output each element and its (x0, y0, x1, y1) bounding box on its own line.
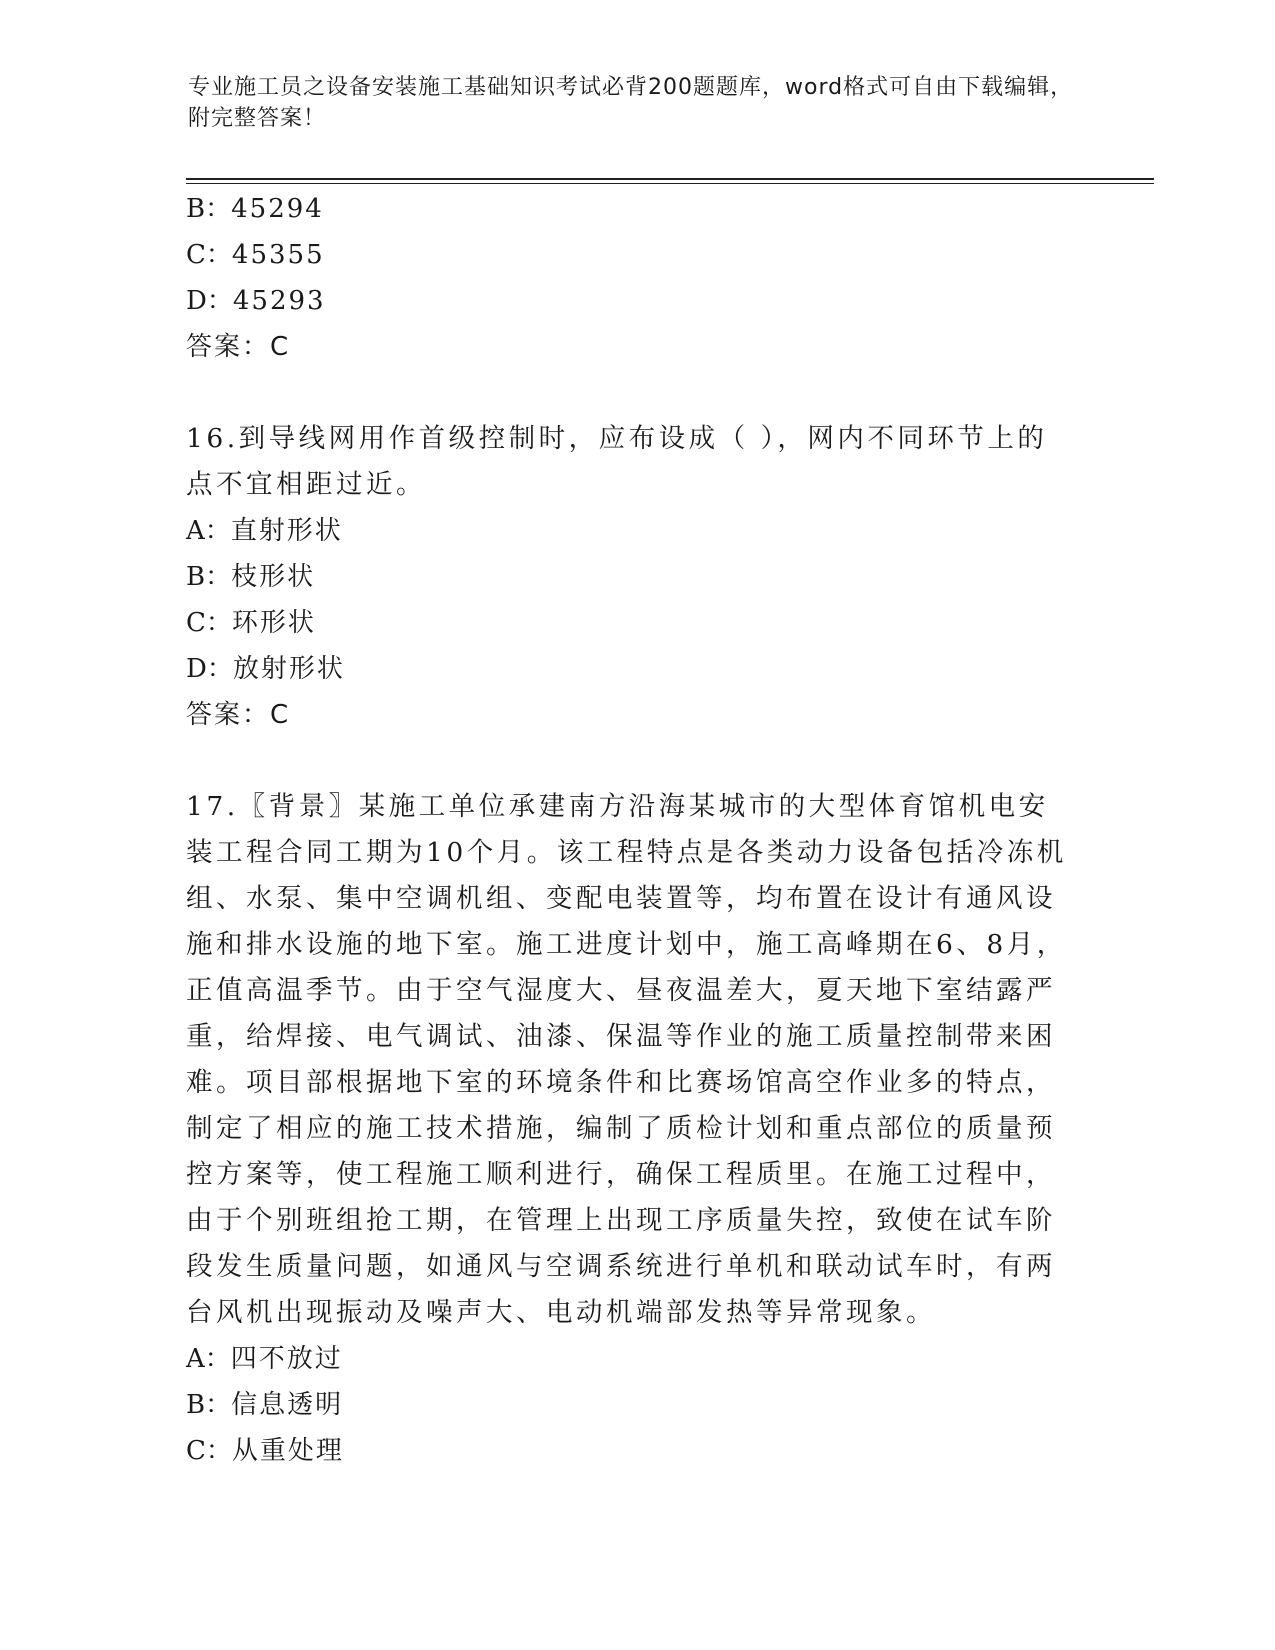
option-b (186, 1382, 1086, 1428)
option-text: 45355 (231, 240, 325, 270)
header-divider (186, 178, 1154, 184)
option-b (186, 186, 1086, 232)
option-label: C： (186, 240, 232, 270)
option-c (186, 1428, 1086, 1474)
option-d (186, 278, 1086, 324)
option-label: A： (186, 516, 231, 546)
option-label: A： (186, 1344, 231, 1374)
document-header: 专业施工员之设备安装施工基础知识考试必背200题题库，word格式可自由下载编辑，附完整答案！ (188, 75, 1074, 131)
option-label: B： (186, 194, 232, 224)
option-d (186, 646, 1086, 692)
option-text: 从重处理 (231, 1436, 344, 1466)
option-label: C： (186, 608, 232, 638)
option-label: C： (186, 1436, 232, 1466)
answer-line: 答案：C (186, 700, 291, 730)
option-text: 枝形状 (231, 562, 316, 592)
option-text: 放射形状 (232, 654, 345, 684)
option-label: B： (186, 1390, 232, 1420)
option-text: 四不放过 (230, 1344, 343, 1374)
option-c (186, 232, 1086, 278)
option-a (186, 1336, 1086, 1382)
option-label: D： (186, 286, 233, 316)
question-stem: 17.〖背景〗某施工单位承建南方沿海某城市的大型体育馆机电安装工程合同工期为10个月。该工程特点是各类动力设备包括冷冻机组、水泵、集中空调机组、变配电装置等，均布置在设计有通风设施和排水设施的地下室。施工进度计划中，施工高峰期在6、8月，正值高温季节。由于空气湿度大、昼夜温差大，夏天地下室结露严重，给焊接、电气调试、油漆、保温等作业的施工质量控制带来困难。项目部根据地下室的环境条件和比赛场馆高空作业多的特点，制定了相应的施工技术措施，编制了质检计划和重点部位的质量预控方案等，使工程施工顺利进行，确保工程质里。在施工过程中，由于个别班组抢工期，在管理上出现工序质量失控，致使在试车阶段发生质量问题，如通风与空调系统进行单机和联动试车时，有两台风机出现振动及噪声大、电动机端部发热等异常现象。 (186, 791, 1067, 1328)
option-text: 信息透明 (231, 1390, 344, 1420)
option-text: 45293 (232, 286, 326, 316)
option-label: B： (186, 562, 232, 592)
document-body (186, 186, 1086, 1474)
option-text: 环形状 (231, 608, 316, 638)
answer-line: 答案：C (186, 332, 291, 362)
question-16 (186, 416, 1086, 738)
option-label: D： (186, 654, 233, 684)
question-17 (186, 784, 1086, 1474)
option-a (186, 508, 1086, 554)
prev-question (186, 186, 1086, 370)
option-text: 45294 (231, 194, 324, 224)
option-b (186, 554, 1086, 600)
question-stem: 16.到导线网用作首级控制时，应布设成（ ），网内不同环节上的点不宜相距过近。 (186, 423, 1048, 500)
option-text: 直射形状 (230, 516, 343, 546)
option-c (186, 600, 1086, 646)
